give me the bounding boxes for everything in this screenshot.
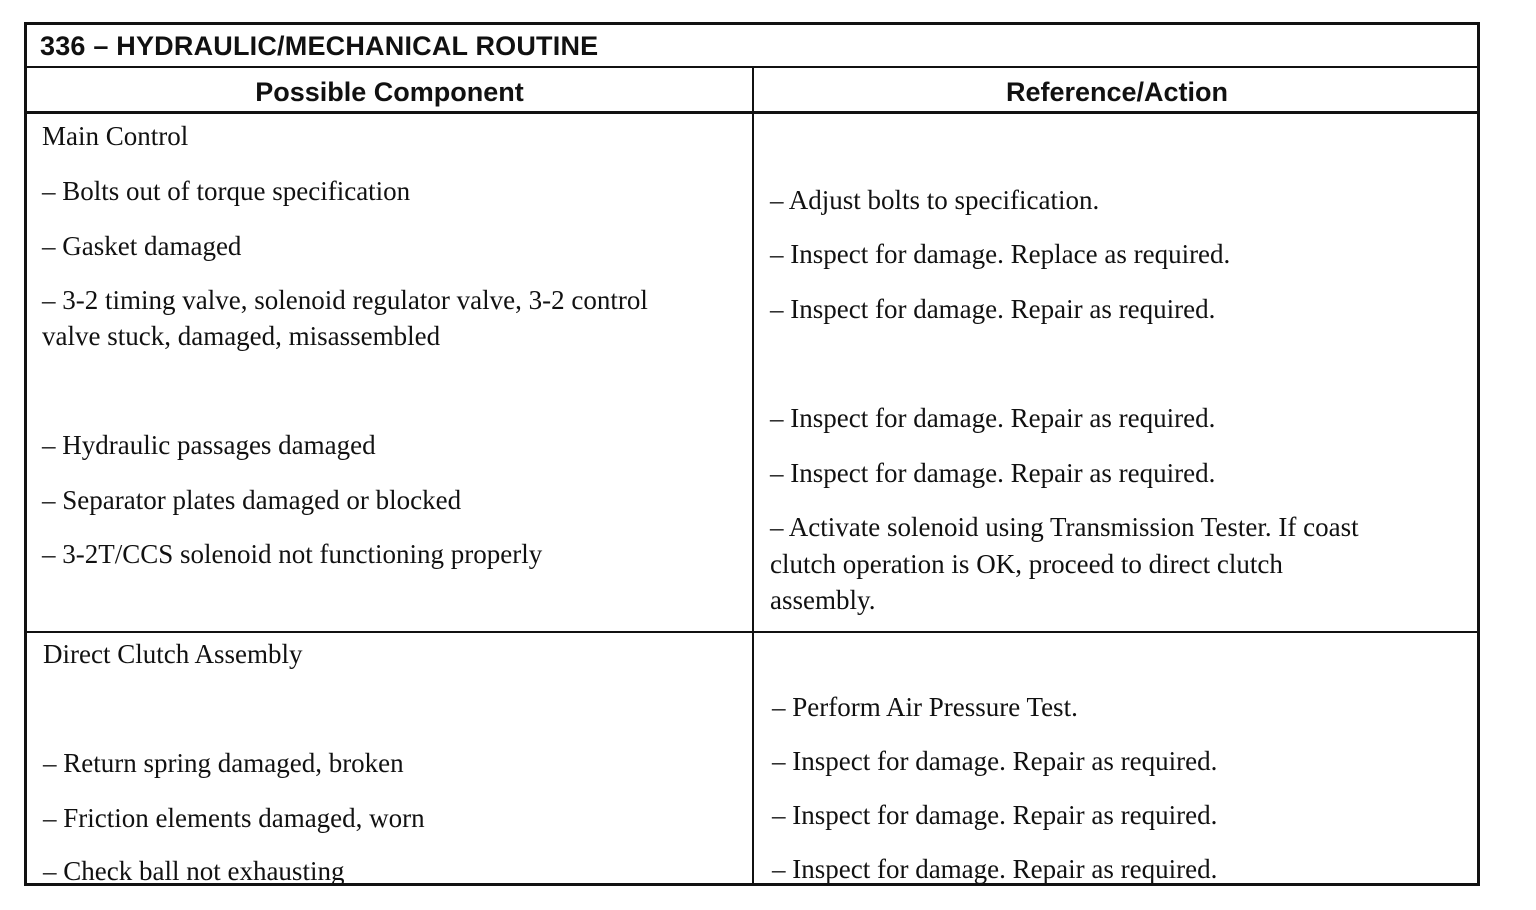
action-item: – Inspect for damage. Repair as required. [772,746,1218,776]
action-item: – Inspect for damage. Repair as required. [770,403,1216,433]
column-divider [752,68,754,886]
action-item: – Inspect for damage. Repair as required. [772,800,1218,830]
section-heading-main-control: Main Control [42,121,189,151]
action-item: – Perform Air Pressure Test. [772,692,1078,722]
column-header-action: Reference/Action [1005,77,1229,107]
action-item-line2: clutch operation is OK, proceed to direct clutch [770,549,1283,579]
component-item: – 3-2T/CCS solenoid not functioning properly [42,539,543,569]
component-item: – Check ball not exhausting [43,856,345,886]
action-item-line3: assembly. [770,585,876,615]
component-item: – Friction elements damaged, worn [43,803,425,833]
action-item: – Adjust bolts to specification. [770,185,1100,215]
component-item: – Separator plates damaged or blocked [42,485,462,515]
section-divider [27,631,1477,633]
component-item-line2: valve stuck, damaged, misassembled [42,321,441,351]
action-item: – Inspect for damage. Replace as required. [770,239,1231,269]
section-heading-direct-clutch: Direct Clutch Assembly [43,639,303,669]
component-item-line1: – 3-2 timing valve, solenoid regulator valve, 3-2 control [42,285,648,315]
action-item: – Inspect for damage. Repair as required. [770,458,1216,488]
component-item: – Return spring damaged, broken [43,748,404,778]
table-title: 336 – HYDRAULIC/MECHANICAL ROUTINE [27,25,1477,68]
column-header-component: Possible Component [255,77,524,107]
routine-table [24,22,1480,886]
action-item-line1: – Activate solenoid using Transmission Tester. If coast [770,512,1359,542]
action-item: – Inspect for damage. Repair as required. [772,854,1218,884]
component-item: – Hydraulic passages damaged [42,430,376,460]
action-item: – Inspect for damage. Repair as required. [770,294,1216,324]
component-item: – Bolts out of torque specification [42,176,411,206]
component-item: – Gasket damaged [42,231,242,261]
